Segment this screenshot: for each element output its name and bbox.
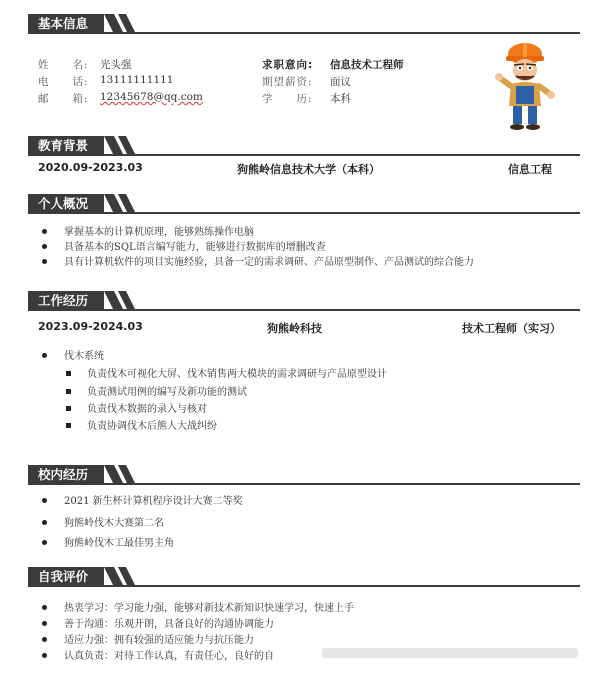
email-label: 邮 箱: <box>38 93 89 105</box>
header-stripes-decoration <box>104 194 144 214</box>
work-task: 负责伐木数据的录入与核对 <box>87 404 207 415</box>
bullet <box>42 259 47 264</box>
section-title: 基本信息 <box>28 14 104 34</box>
salary-value: 面议 <box>330 76 351 88</box>
square-bullet <box>66 406 71 411</box>
work-period: 2023.09-2024.03 <box>38 320 143 333</box>
header-stripes-decoration <box>104 465 144 485</box>
section-header-education <box>28 136 580 156</box>
education-period: 2020.09-2023.03 <box>38 161 143 174</box>
bullet <box>42 520 47 525</box>
avatar <box>494 40 556 132</box>
work-project: 伐木系统 <box>64 351 104 362</box>
section-header-self-evaluation <box>28 567 580 587</box>
bullet <box>42 244 47 249</box>
self-item: 善于沟通：乐观开朗，具备良好的沟通协调能力 <box>64 619 274 630</box>
section-header-overview <box>28 194 580 214</box>
section-title: 个人概况 <box>28 194 104 214</box>
section-rule <box>28 154 580 156</box>
section-header-basic-info <box>28 14 580 34</box>
name-value: 光头强 <box>100 59 132 71</box>
bullet <box>42 540 47 545</box>
bullet <box>42 653 47 658</box>
bullet <box>42 498 47 503</box>
phone-value: 13111111111 <box>100 74 174 86</box>
overview-item: 具有计算机软件的项目实施经验，具备一定的需求调研、产品原型制作、产品测试的综合能力 <box>64 257 474 268</box>
bullet <box>42 229 47 234</box>
salary-label: 期望薪资: <box>262 76 313 88</box>
header-stripes-decoration <box>104 136 144 156</box>
square-bullet <box>66 389 71 394</box>
section-title: 校内经历 <box>28 465 104 485</box>
square-bullet <box>66 423 71 428</box>
work-task: 负责协调伐木后熊人大战纠纷 <box>87 421 217 432</box>
section-title: 教育背景 <box>28 136 104 156</box>
self-item: 适应力强：拥有较强的适应能力与抗压能力 <box>64 635 254 646</box>
campus-item: 2021 新生杯计算机程序设计大赛二等奖 <box>64 496 243 507</box>
bullet <box>42 353 47 358</box>
section-rule <box>28 483 580 485</box>
section-rule <box>28 585 580 587</box>
section-title: 工作经历 <box>28 291 104 311</box>
square-bullet <box>66 371 71 376</box>
name-label: 姓 名: <box>38 59 89 71</box>
header-stripes-decoration <box>104 14 144 34</box>
job-intent-value: 信息技术工程师 <box>330 59 404 71</box>
work-company: 狗熊岭科技 <box>267 322 322 335</box>
section-header-campus <box>28 465 580 485</box>
section-rule <box>28 309 580 311</box>
work-task: 负责测试用例的编写及新功能的测试 <box>87 387 247 398</box>
self-item: 热衷学习：学习能力强，能够对新技术新知识快速学习，快速上手 <box>64 603 354 614</box>
blurred-text-overlay <box>322 648 578 658</box>
campus-item: 狗熊岭伐木大赛第二名 <box>64 518 164 529</box>
education-school: 狗熊岭信息技术大学（本科） <box>237 163 380 176</box>
overview-item: 具备基本的SQL语言编写能力，能够进行数据库的增删改查 <box>64 242 326 253</box>
email-value: 12345678@qq.com <box>100 91 203 103</box>
overview-item: 掌握基本的计算机原理，能够熟练操作电脑 <box>64 227 254 238</box>
self-item: 认真负责：对待工作认真，有责任心，良好的自 <box>64 651 274 662</box>
job-intent-label: 求职意向: <box>262 59 314 71</box>
section-title: 自我评价 <box>28 567 104 587</box>
work-role: 技术工程师（实习） <box>462 322 561 335</box>
campus-item: 狗熊岭伐木工最佳男主角 <box>64 538 174 549</box>
degree-value: 本科 <box>330 93 351 105</box>
header-stripes-decoration <box>104 567 144 587</box>
bullet <box>42 621 47 626</box>
section-rule <box>28 212 580 214</box>
section-header-work <box>28 291 580 311</box>
phone-label: 电 话: <box>38 76 89 88</box>
bullet <box>42 605 47 610</box>
section-rule <box>28 32 580 34</box>
education-major: 信息工程 <box>508 163 552 176</box>
degree-label: 学 历: <box>262 93 313 105</box>
work-task: 负责伐木可视化大屏、伐木销售两大模块的需求调研与产品原型设计 <box>87 369 387 380</box>
header-stripes-decoration <box>104 291 144 311</box>
bullet <box>42 637 47 642</box>
